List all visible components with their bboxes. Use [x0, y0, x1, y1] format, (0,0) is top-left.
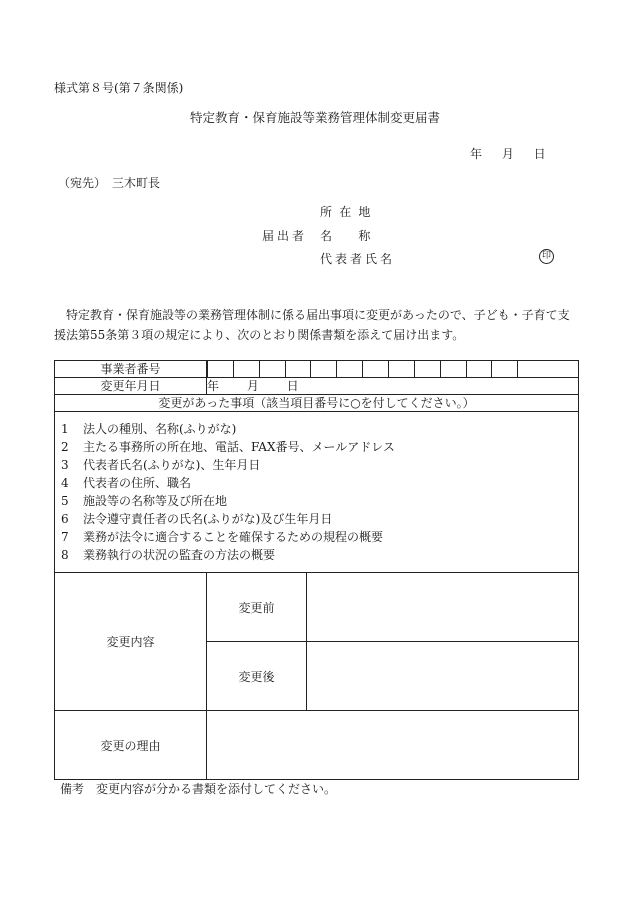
- digit-box[interactable]: [233, 361, 259, 377]
- label-filer: 届出者: [262, 229, 308, 243]
- label-representative: 代表者氏名: [320, 252, 396, 266]
- list-item[interactable]: [61, 492, 578, 510]
- change-form-table: [54, 360, 579, 780]
- item-text: 施設等の名称等及び所在地: [83, 494, 228, 508]
- item-number: 5: [61, 494, 69, 508]
- digit-box[interactable]: [491, 361, 517, 377]
- list-item[interactable]: [61, 510, 578, 528]
- submission-date: 年 月 日: [470, 147, 546, 161]
- reason-label: 変更の理由: [55, 711, 207, 780]
- digit-box[interactable]: [310, 361, 336, 377]
- business-number-label: 事業者番号: [55, 361, 207, 378]
- digit-box[interactable]: [336, 361, 362, 377]
- footnote: 備考 変更内容が分かる書類を添付してください。: [60, 782, 337, 796]
- change-date-label: 変更年月日: [55, 378, 207, 395]
- list-item[interactable]: [61, 420, 578, 438]
- declaration-text: 特定教育・保育施設等の業務管理体制に係る届出事項に変更があったので、子ども・子育て支援法第55条第３項の規定により、次のとおり関係書類を添えて届け出ます。: [54, 308, 570, 342]
- item-text: 法人の種別、名称(ふりがな): [83, 422, 237, 436]
- item-number: 1: [61, 422, 69, 436]
- digit-box[interactable]: [207, 361, 233, 377]
- change-content-label: 変更内容: [55, 573, 207, 711]
- item-number: 8: [61, 548, 69, 562]
- digit-box[interactable]: [259, 361, 285, 377]
- change-date-row: [55, 378, 579, 395]
- reason-field[interactable]: [207, 711, 579, 780]
- digit-box[interactable]: [466, 361, 492, 377]
- digit-box[interactable]: [414, 361, 440, 377]
- digit-boxes: [207, 361, 578, 377]
- changed-items-header: 変更があった事項（該当項目番号に○を付してください。）: [55, 395, 579, 412]
- business-number-field[interactable]: [207, 361, 579, 378]
- before-label: 変更前: [207, 573, 307, 642]
- item-number: 2: [61, 440, 69, 454]
- digit-trailing-space: [517, 361, 578, 377]
- list-item[interactable]: [61, 456, 578, 474]
- changed-items-list: [55, 412, 579, 573]
- item-number: 3: [61, 458, 69, 472]
- after-field[interactable]: [307, 642, 579, 711]
- list-item[interactable]: [61, 474, 578, 492]
- addressee: （宛先） 三木町長: [58, 176, 161, 190]
- digit-box[interactable]: [362, 361, 388, 377]
- changed-items-header-row: [55, 395, 579, 412]
- item-text: 業務執行の状況の監査の方法の概要: [83, 548, 276, 562]
- digit-box[interactable]: [440, 361, 466, 377]
- label-name: 名 称: [320, 229, 378, 243]
- before-field[interactable]: [307, 573, 579, 642]
- seal-mark: 印: [539, 249, 554, 264]
- document-title: 特定教育・保育施設等業務管理体制変更届書: [189, 110, 440, 125]
- digit-box[interactable]: [388, 361, 414, 377]
- item-number: 6: [61, 512, 69, 526]
- item-number: 7: [61, 530, 69, 544]
- before-row: [55, 573, 579, 642]
- item-text: 主たる事務所の所在地、電話、FAX番号、メールアドレス: [83, 440, 395, 454]
- label-address: 所在地: [320, 205, 378, 219]
- digit-box[interactable]: [285, 361, 311, 377]
- item-text: 業務が法令に適合することを確保するための規程の概要: [83, 530, 384, 544]
- item-number: 4: [61, 476, 69, 490]
- change-date-field[interactable]: 年 月 日: [207, 378, 579, 395]
- list-item[interactable]: [61, 546, 578, 564]
- form-number: 様式第８号(第７条関係): [54, 81, 184, 95]
- reason-row: [55, 711, 579, 780]
- business-number-row: [55, 361, 579, 378]
- item-text: 代表者氏名(ふりがな)、生年月日: [83, 458, 261, 472]
- after-label: 変更後: [207, 642, 307, 711]
- item-text: 代表者の住所、職名: [83, 476, 192, 490]
- item-text: 法令遵守責任者の氏名(ふりがな)及び生年月日: [83, 512, 333, 526]
- list-item[interactable]: [61, 438, 578, 456]
- list-item[interactable]: [61, 528, 578, 546]
- changed-items-row: [55, 412, 579, 573]
